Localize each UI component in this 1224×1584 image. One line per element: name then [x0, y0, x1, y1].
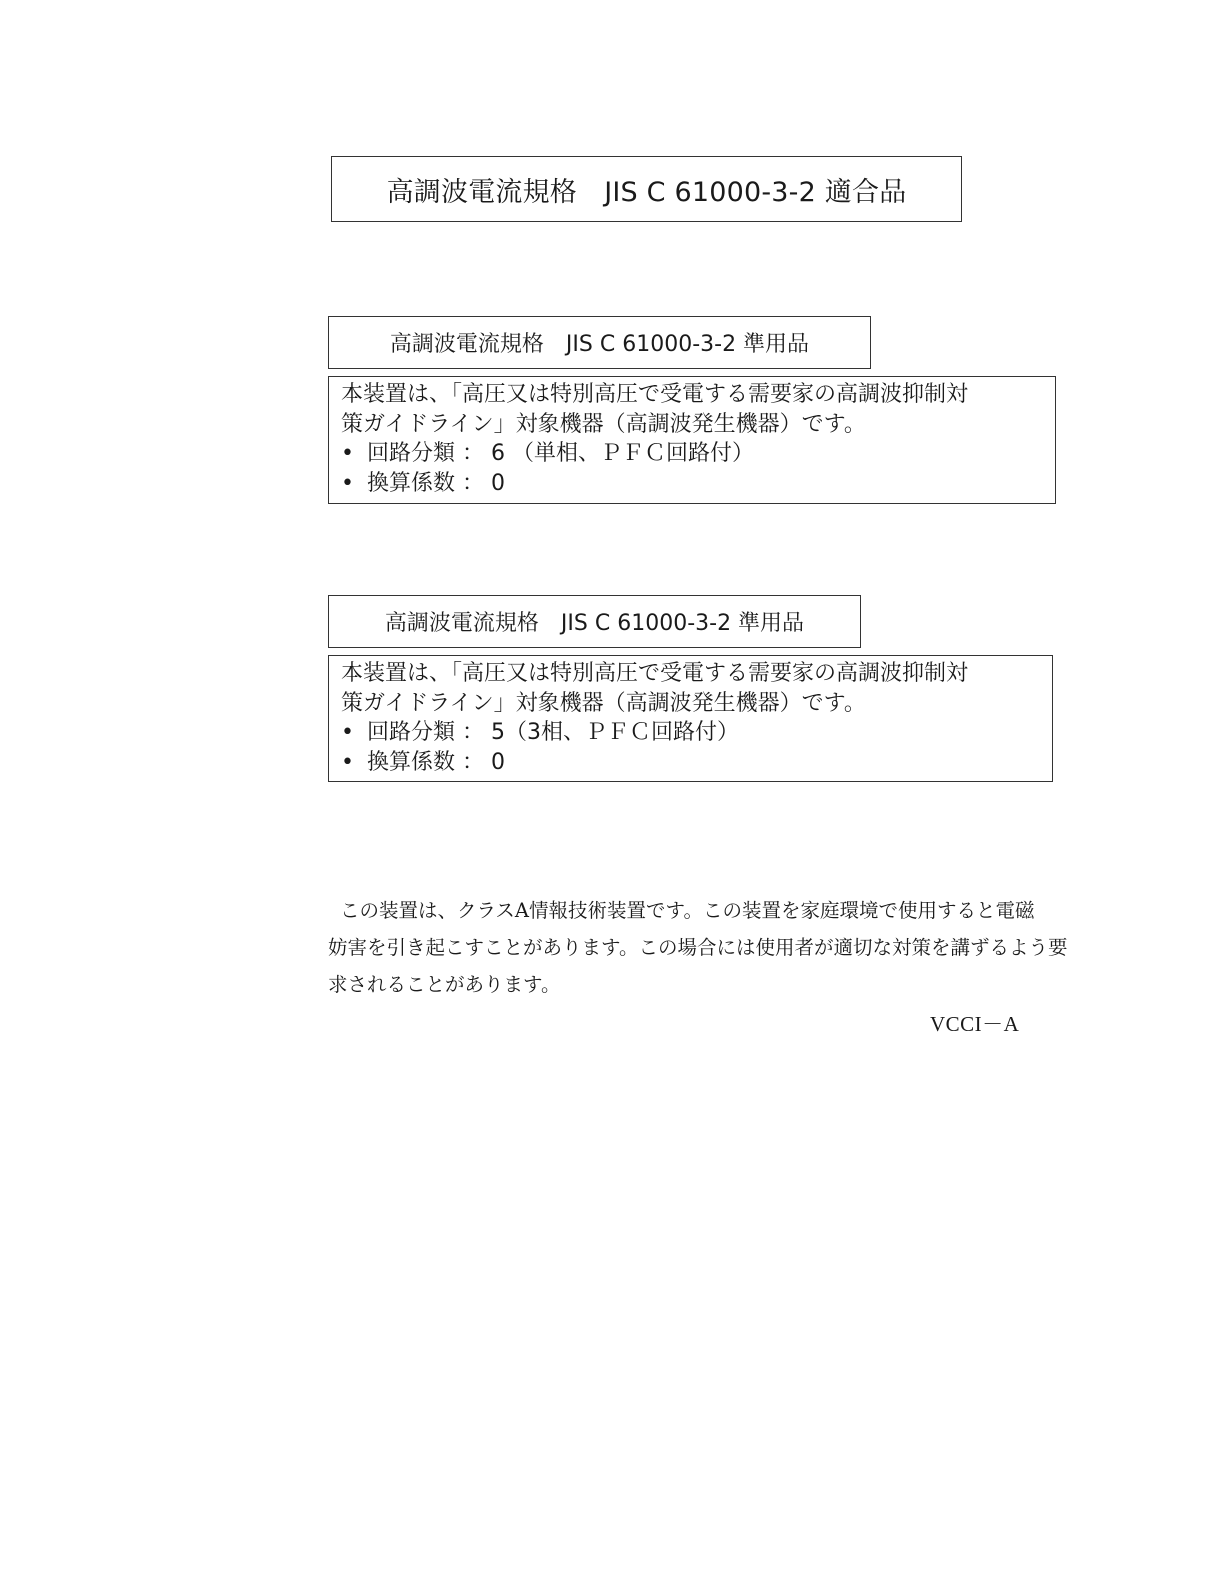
vcci-notice-line-3: 求されることがあります。 [328, 973, 561, 996]
bullet-icon: • [341, 470, 354, 496]
three-phase-label-title-box [328, 595, 861, 648]
single-phase-label-title: 高調波電流規格 JIS C 61000-3-2 準用品 [389, 332, 810, 357]
bullet-icon: • [341, 441, 354, 466]
main-compliance-title: 高調波電流規格 JIS C 61000-3-2 適合品 [386, 176, 907, 208]
bullet-icon: • [341, 720, 354, 745]
main-compliance-label [331, 156, 962, 222]
single-phase-label-title-box [328, 316, 871, 369]
single-phase-circuit-class-text: 回路分類 ： 6 （単相、ＰＦＣ回路付） [367, 441, 754, 466]
three-phase-conversion-factor [341, 748, 1042, 778]
single-phase-conversion-factor-text: 換算係数 ： 0 [367, 470, 505, 496]
three-phase-conversion-factor-text: 換算係数 ： 0 [367, 749, 505, 775]
bullet-icon: • [341, 749, 354, 775]
single-phase-circuit-class [341, 439, 1045, 469]
single-phase-description-line-2: 策ガイドライン」対象機器（高調波発生機器）です。 [341, 411, 866, 437]
three-phase-circuit-class-text: 回路分類 ： 5（3相、ＰＦＣ回路付） [367, 720, 739, 745]
three-phase-circuit-class [341, 718, 1042, 748]
three-phase-label-body [328, 655, 1053, 782]
three-phase-description-line-1: 本装置は、「高圧又は特別高圧で受電する需要家の高調波抑制対 [341, 661, 969, 686]
three-phase-label-title: 高調波電流規格 JIS C 61000-3-2 準用品 [384, 611, 805, 636]
three-phase-description-line-2: 策ガイドライン」対象機器（高調波発生機器）です。 [341, 690, 866, 716]
vcci-notice-line-2: 妨害を引き起こすことがあります。この場合には使用者が適切な対策を講ずるよう要 [328, 936, 1068, 959]
single-phase-conversion-factor [341, 469, 1045, 499]
single-phase-label-body [328, 376, 1056, 504]
vcci-notice [328, 892, 1068, 1003]
vcci-class-mark: VCCI－A [930, 1012, 1020, 1036]
single-phase-description-line-1: 本装置は、「高圧又は特別高圧で受電する需要家の高調波抑制対 [341, 382, 969, 407]
vcci-notice-line-1: この装置は、クラスA情報技術装置です。この装置を家庭環境で使用すると電磁 [340, 899, 1035, 922]
